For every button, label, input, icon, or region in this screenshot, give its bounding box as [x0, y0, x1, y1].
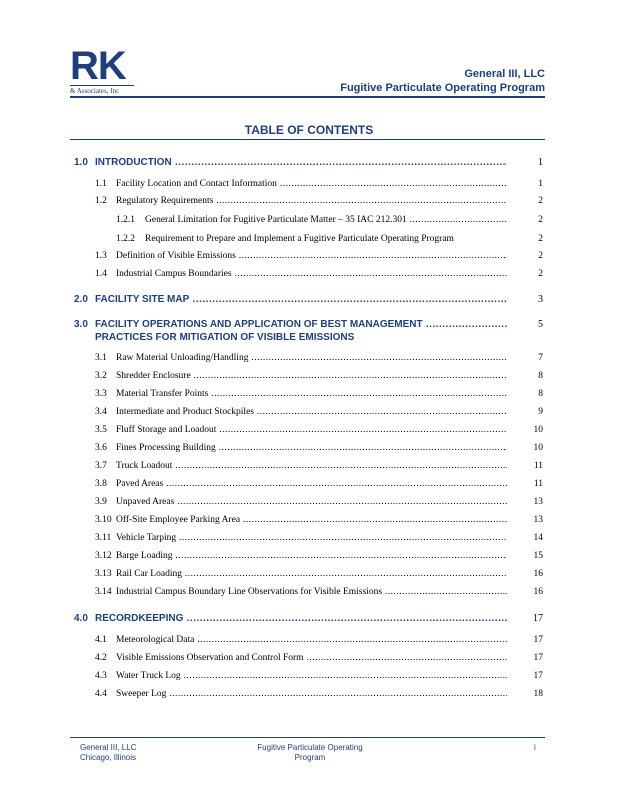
toc-title-rule: [70, 139, 545, 140]
toc-number: 4.2: [95, 653, 107, 663]
toc-label: Meteorological Data .....: [116, 635, 507, 645]
toc-page: 10: [533, 425, 543, 435]
toc-entry-3-7[interactable]: [0, 461, 618, 475]
toc-label: Off-Site Employee Parking Area .....: [116, 515, 507, 525]
toc-entry-3-1[interactable]: [0, 353, 618, 367]
toc-number: 1.1: [95, 179, 107, 189]
toc-label: Industrial Campus Boundary Line Observations for Visible Emissions .....: [116, 587, 507, 597]
toc-number: 4.3: [95, 671, 107, 681]
footer-divider: [70, 737, 545, 738]
toc-title: TABLE OF CONTENTS: [244, 123, 374, 137]
toc-page: 13: [533, 497, 543, 507]
toc-entry-3-8[interactable]: [0, 479, 618, 493]
toc-number: 2.0: [74, 294, 88, 305]
toc-page: 2: [538, 251, 543, 261]
toc-label: Paved Areas .....: [116, 479, 507, 489]
toc-page: 11: [533, 479, 543, 489]
toc-page: 17: [533, 635, 543, 645]
logo-sub-text: & Associates, Inc: [70, 85, 134, 95]
toc-page: 14: [533, 533, 543, 543]
company-logo: [70, 44, 134, 95]
header-company: General III, LLC: [464, 68, 545, 80]
logo-main-text: RK: [70, 44, 126, 88]
toc-page: 10: [533, 443, 543, 453]
toc-page: 5: [538, 319, 543, 330]
toc-page: 8: [538, 389, 543, 399]
toc-entry-3-10[interactable]: [0, 515, 618, 529]
toc-label: Visible Emissions Observation and Control Form .....: [116, 653, 507, 663]
toc-label: Fines Processing Building .....: [116, 443, 507, 453]
toc-label: General Limitation for Fugitive Particulate Matter – 35 IAC 212.301 .....: [145, 215, 507, 225]
toc-entry-4-3[interactable]: [0, 671, 618, 685]
toc-page: 2: [538, 196, 543, 206]
toc-number: 3.6: [95, 443, 107, 453]
toc-entry-3-0[interactable]: [0, 319, 618, 333]
footer-program-line2: Program: [294, 753, 326, 762]
toc-number: 1.2.2: [116, 234, 135, 244]
toc-number: 3.12: [95, 551, 112, 561]
toc-label: Requirement to Prepare and Implement a Fugitive Particulate Operating Program: [145, 234, 454, 244]
toc-entry-3-6[interactable]: [0, 443, 618, 457]
toc-entry-1-2[interactable]: [0, 196, 618, 210]
footer-center: [240, 743, 380, 763]
toc-label: Unpaved Areas .....: [116, 497, 507, 507]
toc-entry-1-2-2[interactable]: [0, 234, 618, 248]
toc-number: 3.5: [95, 425, 107, 435]
toc-label: Regulatory Requirements .....: [116, 196, 507, 206]
toc-page: 16: [533, 587, 543, 597]
toc-number: 1.0: [74, 157, 88, 168]
toc-entry-2-0[interactable]: [0, 294, 618, 308]
toc-label: Vehicle Tarping .....: [116, 533, 507, 543]
toc-number: 3.13: [95, 569, 112, 579]
toc-entry-3-2[interactable]: [0, 371, 618, 385]
toc-number: 1.3: [95, 251, 107, 261]
toc-entry-3-11[interactable]: [0, 533, 618, 547]
footer-page-number: i: [534, 743, 536, 752]
toc-number: 3.7: [95, 461, 107, 471]
toc-page: 17: [533, 653, 543, 663]
toc-label: RECORDKEEPING .....: [95, 613, 507, 624]
toc-entry-4-0[interactable]: [0, 613, 618, 627]
toc-entry-1-3[interactable]: [0, 251, 618, 265]
toc-number: 4.1: [95, 635, 107, 645]
toc-page: 7: [538, 353, 543, 363]
toc-entry-1-2-1[interactable]: [0, 215, 618, 229]
toc-number: 1.2: [95, 196, 107, 206]
footer-left: [80, 743, 136, 763]
toc-entry-3-12[interactable]: [0, 551, 618, 565]
toc-label: Sweeper Log .....: [116, 689, 507, 699]
toc-label: Facility Location and Contact Information .....: [116, 179, 507, 189]
toc-label: Industrial Campus Boundaries .....: [116, 269, 507, 279]
toc-number: 1.2.1: [116, 215, 135, 225]
header-program: Fugitive Particulate Operating Program: [340, 82, 545, 94]
footer-program-line1: Fugitive Particulate Operating: [257, 743, 363, 752]
footer-company: General III, LLC: [80, 743, 137, 752]
toc-number: 3.4: [95, 407, 107, 417]
toc-number: 3.8: [95, 479, 107, 489]
toc-page: 15: [533, 551, 543, 561]
toc-label-continuation: PRACTICES FOR MITIGATION OF VISIBLE EMISSIONS: [95, 332, 355, 343]
toc-page: 9: [538, 407, 543, 417]
footer-location: Chicago, Illinois: [80, 753, 137, 762]
toc-label: Intermediate and Product Stockpiles .....: [116, 407, 507, 417]
toc-number: 1.4: [95, 269, 107, 279]
toc-page: 2: [538, 215, 543, 225]
toc-label: FACILITY SITE MAP .....: [95, 294, 507, 305]
toc-page: 16: [533, 569, 543, 579]
toc-number: 3.14: [95, 587, 112, 597]
toc-entry-3-5[interactable]: [0, 425, 618, 439]
toc-entry-1-1[interactable]: [0, 179, 618, 193]
toc-number: 3.1: [95, 353, 107, 363]
toc-entry-1-0[interactable]: [0, 157, 618, 171]
toc-number: 4.4: [95, 689, 107, 699]
toc-entry-3-4[interactable]: [0, 407, 618, 421]
toc-number: 3.0: [74, 319, 88, 330]
toc-label: Raw Material Unloading/Handling .....: [116, 353, 507, 363]
toc-entry-3-9[interactable]: [0, 497, 618, 511]
toc-page: 3: [538, 294, 543, 305]
toc-entry-3-14[interactable]: [0, 587, 618, 601]
toc-page: 13: [533, 515, 543, 525]
toc-page: 8: [538, 371, 543, 381]
toc-label: Shredder Enclosure .....: [116, 371, 507, 381]
toc-page: 2: [538, 234, 543, 244]
toc-label: Barge Loading .....: [116, 551, 507, 561]
toc-entry-3-3[interactable]: [0, 389, 618, 403]
header-divider: [70, 96, 545, 98]
toc-label: Water Truck Log .....: [116, 671, 507, 681]
toc-label: Rail Car Loading .....: [116, 569, 507, 579]
toc-page: 17: [533, 671, 543, 681]
toc-entry-1-4[interactable]: [0, 269, 618, 283]
toc-entry-3-13[interactable]: [0, 569, 618, 583]
toc-number: 3.10: [95, 515, 112, 525]
toc-label: FACILITY OPERATIONS AND APPLICATION OF BEST MANAGEMENT .....: [95, 319, 507, 330]
toc-label: Definition of Visible Emissions .....: [116, 251, 507, 261]
toc-page: 17: [533, 613, 543, 624]
toc-page: 1: [538, 157, 543, 168]
toc-page: 11: [533, 461, 543, 471]
toc-label: Fluff Storage and Loadout .....: [116, 425, 507, 435]
toc-page: 18: [533, 689, 543, 699]
toc-page: 1: [538, 179, 543, 189]
toc-number: 4.0: [74, 613, 88, 624]
toc-label: INTRODUCTION .....: [95, 157, 507, 168]
toc-number: 3.2: [95, 371, 107, 381]
toc-label: Truck Loadout .....: [116, 461, 507, 471]
toc-entry-4-2[interactable]: [0, 653, 618, 667]
toc-number: 3.9: [95, 497, 107, 507]
toc-label: Material Transfer Points .....: [116, 389, 507, 399]
toc-entry-4-4[interactable]: [0, 689, 618, 703]
toc-entry-4-1[interactable]: [0, 635, 618, 649]
toc-page: 2: [538, 269, 543, 279]
toc-number: 3.11: [95, 533, 112, 543]
toc-number: 3.3: [95, 389, 107, 399]
